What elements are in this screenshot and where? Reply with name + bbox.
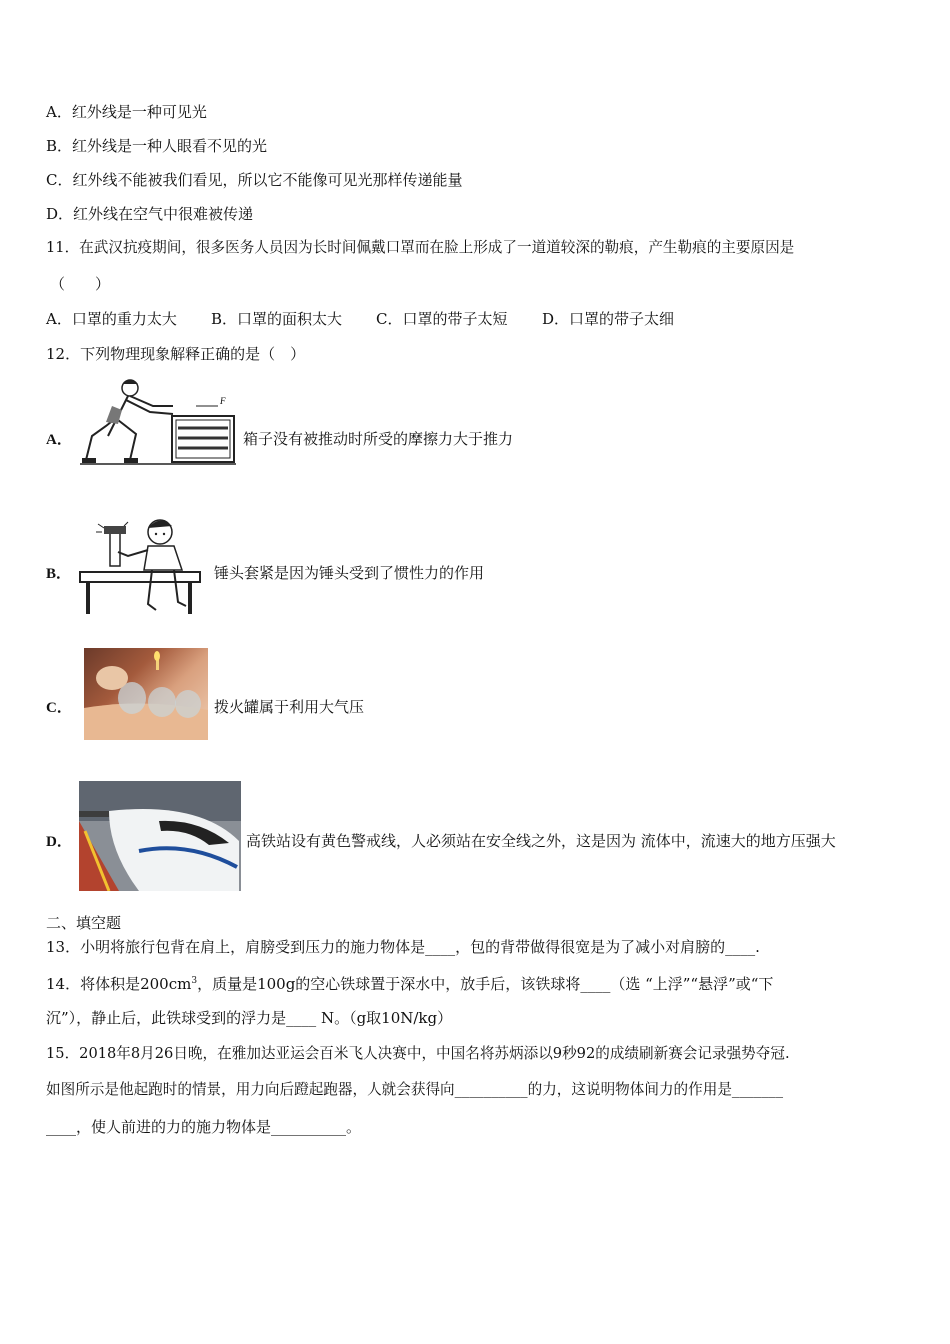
q12-stem: 12．下列物理现象解释正确的是（ ）	[46, 345, 306, 363]
q14-line1	[46, 971, 773, 994]
q11-option-a: A．口罩的重力太大	[46, 310, 177, 328]
q11-option-b: B．口罩的面积太大	[211, 310, 343, 328]
q14-line2: 沉”），静止后，此铁球受到的浮力是____ N。（g取10N/kg）	[46, 1009, 453, 1027]
q15-line1: 15．2018年8月26日晚，在雅加达亚运会百米飞人决赛中，中国名将苏炳添以9秒92的成绩刷新赛会记录强势夺冠.	[46, 1045, 790, 1062]
q12-b-text: 锤头套紧是因为锤头受到了惯性力的作用	[214, 564, 485, 582]
q15-line3: ____，使人前进的力的施力物体是__________。	[46, 1118, 362, 1136]
q12-d-label: D．	[46, 834, 72, 850]
q13-text: 13．小明将旅行包背在肩上，肩膀受到压力的施力物体是____，包的背带做得很宽是为了减小对肩膀的____.	[46, 938, 760, 956]
q14-line1-b: ，质量是100g的空心铁球置于深水中，放手后，该铁球将____（选 “上浮”“悬浮”或“下	[197, 975, 774, 993]
q12-a-label: A．	[46, 432, 72, 448]
q10-option-d: D．红外线在空气中很难被传递	[46, 205, 254, 223]
force-label: F	[220, 396, 226, 406]
boy-hammer-bench-illustration	[78, 512, 206, 616]
high-speed-train-photo	[79, 781, 241, 891]
q12-d-text: 高铁站设有黄色警戒线，人必须站在安全线之外，这是因为 流体中，流速大的地方压强大	[246, 832, 836, 850]
q10-option-a: A．红外线是一种可见光	[46, 103, 207, 121]
q15-line2: 如图所示是他起跑时的情景，用力向后蹬起跑器，人就会获得向__________的力，这说明物体间力的作用是_______	[46, 1081, 783, 1098]
boy-pushing-box-illustration	[78, 376, 238, 468]
q14-line1-a: 14．将体积是200cm	[46, 975, 192, 993]
cupping-therapy-photo	[84, 648, 208, 740]
q12-c-text: 拨火罐属于利用大气压	[214, 698, 365, 716]
q11-option-c: C．口罩的带子太短	[376, 310, 508, 328]
q14-unit-superscript: 3	[191, 976, 198, 986]
q10-option-b: B．红外线是一种人眼看不见的光	[46, 137, 268, 155]
q11-stem: 11．在武汉抗疫期间，很多医务人员因为长时间佩戴口罩而在脸上形成了一道道较深的勒痕，产生勒痕的主要原因是	[46, 239, 795, 256]
q12-b-label: B．	[46, 566, 72, 582]
q12-c-label: C．	[46, 700, 72, 716]
q12-a-text: 箱子没有被推动时所受的摩擦力大于推力	[243, 430, 514, 448]
q11-option-d: D．口罩的带子太细	[542, 310, 675, 328]
q10-option-c: C．红外线不能被我们看见，所以它不能像可见光那样传递能量	[46, 171, 463, 189]
q11-paren: （ ）	[50, 275, 111, 293]
section-heading-fill-in: 二、填空题	[46, 914, 122, 932]
